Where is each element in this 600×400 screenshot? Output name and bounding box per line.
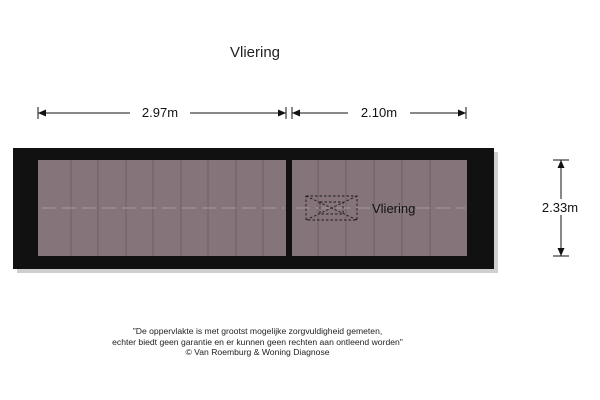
room-label: Vliering (372, 201, 416, 216)
disclaimer-line: echter biedt geen garantie en er kunnen geen rechten aan ontleend worden" (112, 336, 403, 347)
floor-left (38, 160, 286, 256)
copyright-line: © Van Roemburg & Woning Diagnose (185, 347, 330, 357)
dimension-label-width-right: 2.10m (360, 105, 398, 120)
disclaimer (0, 326, 515, 358)
page-title: Vliering (229, 44, 281, 61)
disclaimer-line: "De oppervlakte is met grootst mogelijke zorgvuldigheid gemeten, (132, 326, 383, 336)
dimension-label-height: 2.33m (541, 200, 579, 215)
dimension-label-width-left: 2.97m (141, 105, 179, 120)
